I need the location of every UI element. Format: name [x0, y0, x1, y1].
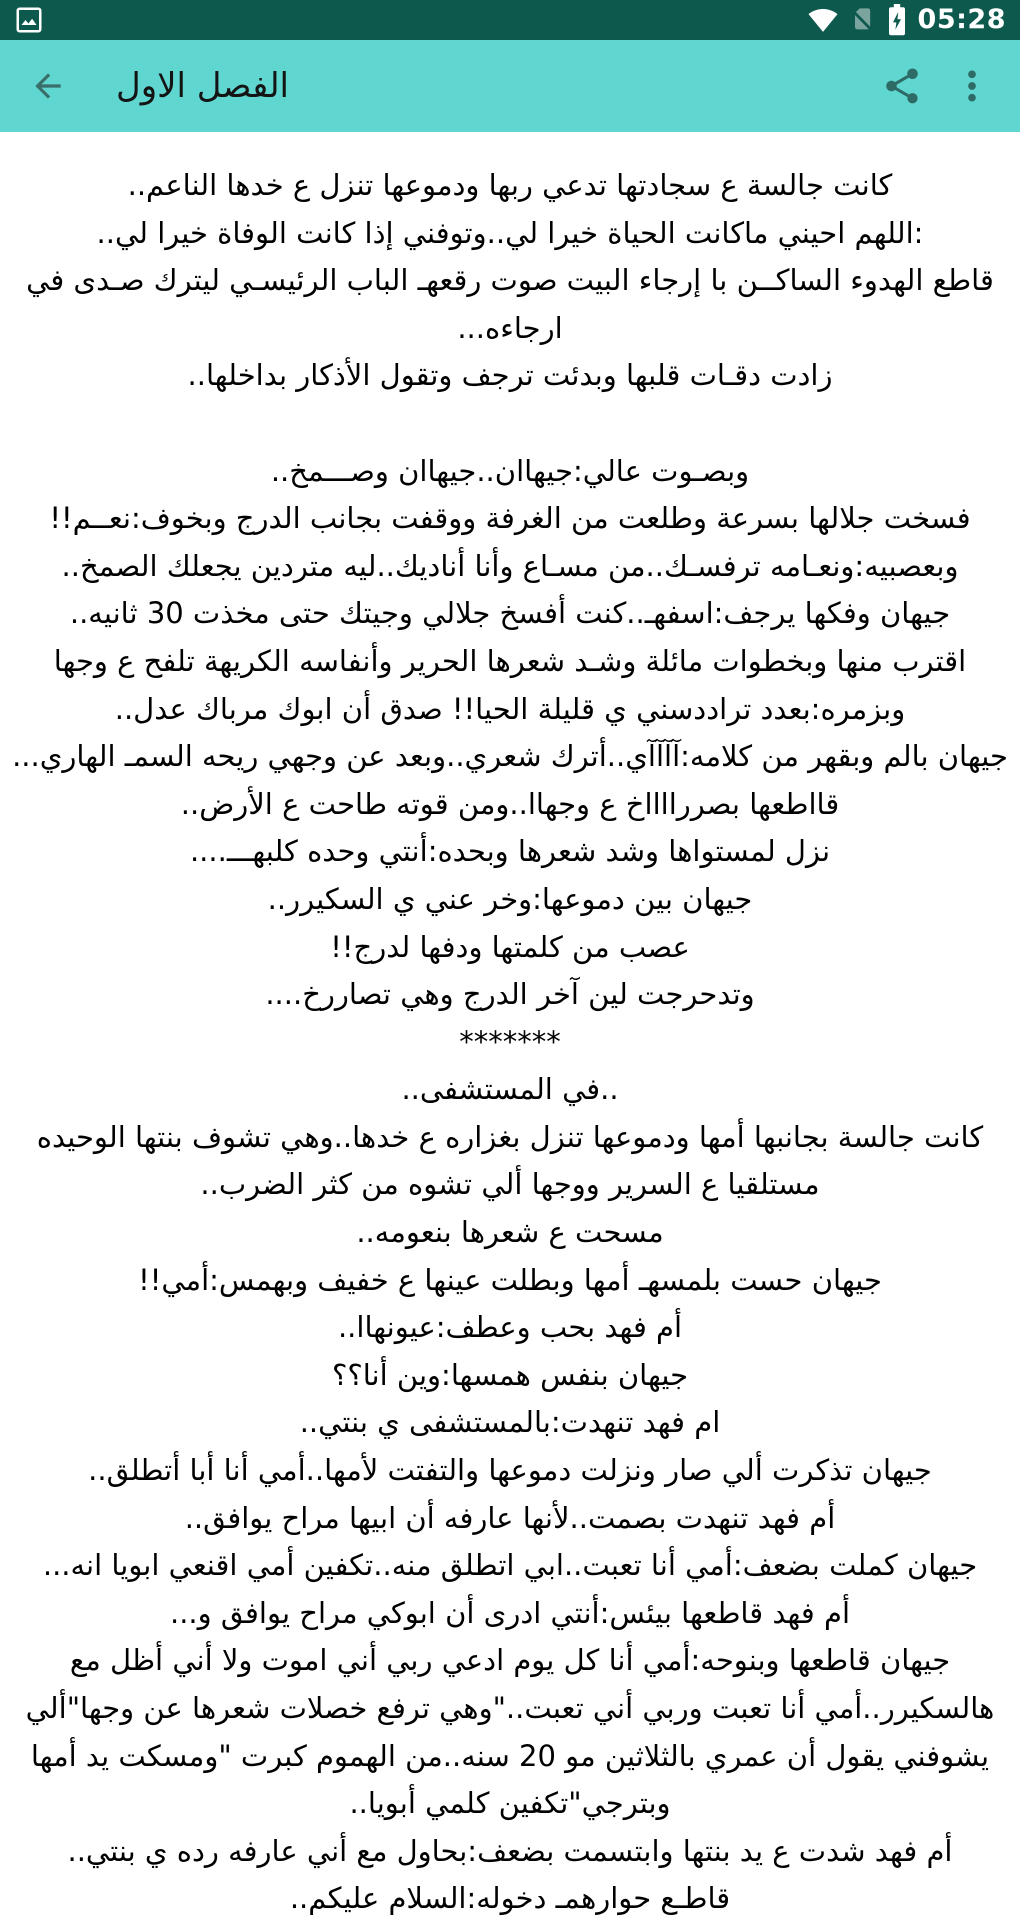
story-paragraph: أم فهد قاطعها بيئس:أنتي ادرى أن ابوكي مراح يوافق و...	[169, 1595, 850, 1630]
story-paragraph: كانت جالسة ع سجادتها تدعي ربها ودموعها تنزل ع خدها الناعم..	[127, 168, 893, 202]
screenshot-notification-icon	[14, 5, 44, 35]
scene-divider: *******	[459, 1024, 561, 1059]
story-paragraph: وبعصبيه:ونعـامه ترفسـك..من مسـاع وأنا أناديك..ليه متردين يجعلك الصمخ..	[61, 548, 959, 583]
story-paragraph: ام فهد تنهدت:بالمستشفى ي بنتي..	[299, 1405, 721, 1440]
story-paragraph: قاطع الهدوء الساكــن با إرجاء البيت صوت رقعهـ الباب الرئيسـي ليترك صـدى في ارجاءه...	[26, 263, 994, 345]
story-paragraph: عصب من كلمتها ودفها لدرج!!	[330, 929, 690, 964]
story-paragraph: كانت جالسة بجانبها أمها ودموعها تنزل بغزاره ع خدها..وهي تشوف بنتها الوحيده مستلقيا ع السرير ووجها ألي تشوه من كثر الضرب..	[36, 1119, 984, 1202]
story-paragraph: اقترب منها وبخطوات مائلة وشـد شعرها الحرير وأنفاسه الكريهة تلفح ع وجها وبزمره:بعدد تراددسني ي قليلة الحيا!! صدق أن ابوك مرباك عدل..	[53, 643, 967, 726]
story-paragraph: نزل لمستواها وشد شعرها وبحده:أنتي وحده كلبهـــ....	[189, 834, 831, 869]
story-paragraph: قااطعها بصررااااخ ع وجهاا..ومن قوته طاحت ع الأرض..	[180, 786, 840, 821]
story-paragraph: ..في المستشفى..	[401, 1072, 619, 1107]
story-paragraph: :اللهم احيني ماكانت الحياة خيرا لي..وتوفني إذا كانت الوفاة خيرا لي..	[96, 215, 924, 250]
share-icon	[881, 65, 923, 107]
status-bar	[0, 0, 1020, 40]
story-paragraph: وبصـوت عالي:جيهاان..جيهاان وصـــمخ..	[270, 453, 750, 488]
story-paragraph: جيهان وفكها يرجف:اسفهـ..كنت أفسخ جلالي وجيتك حتى مخذت 30 ثانيه..	[69, 596, 951, 631]
story-paragraph: أم فهد بحب وعطف:عيونهاا..	[337, 1310, 683, 1345]
story-paragraph: وتدحرجت لين آخر الدرج وهي تصاررخ....	[265, 977, 755, 1012]
story-paragraph: أم فهد تنهدت بصمت..لأنها عارفه أن ابيها مراح يوافق..	[184, 1500, 836, 1535]
story-paragraph: جيهان قاطعها وبنوحه:أمي أنا كل يوم ادعي ربي أني اموت ولا أني أظل مع هالسكيرر..أمي أنا تعبت وربي أني تعبت.."وهي ترفع خصلات شعرها عن وجها"ألي يشوفني يقول أن عمري بالثلاثين مو 20 سنه..من الهموم كبرت "ومسكت يد أمها وبترجي"تكفين كلمي أبويا..	[25, 1643, 995, 1821]
story-paragraph: مسحت ع شعرها بنعومه..	[356, 1215, 664, 1250]
overflow-menu-icon	[952, 66, 992, 106]
story-paragraph: جيهان بنفس همسها:وين أنا؟؟	[331, 1357, 689, 1392]
share-button[interactable]	[876, 60, 928, 112]
story-paragraph: جيهان كملت بضعف:أمي أنا تعبت..ابي اتطلق منه..تكفين أمي اقنعي ابويا انه...	[42, 1548, 978, 1583]
app-bar	[0, 40, 1020, 132]
chapter-text-scroll-area[interactable]	[0, 132, 1020, 1923]
story-paragraph: زادت دقـات قلبها وبدئت ترجف وتقول الأذكار بداخلها..	[187, 358, 833, 393]
story-paragraph: جيهان تذكرت ألي صار ونزلت دموعها والتفتت لأمها..أمي أنا أبا أتطلق..	[88, 1453, 932, 1488]
back-button[interactable]	[26, 64, 70, 108]
story-paragraph: فسخت جلالها بسرعة وطلعت من الغرفة ووقفت بجانب الدرج وبخوف:نعــم!!	[49, 501, 971, 536]
story-paragraph-blank	[10, 400, 1010, 448]
overflow-menu-button[interactable]	[946, 60, 998, 112]
wifi-icon	[808, 5, 838, 35]
story-paragraph: جيهان بالم وبقهر من كلامه:آآآآي..أترك شعري..وبعد عن وجهي ريحه السمـ الهاري...	[12, 739, 1008, 774]
story-paragraph: أم فهد شدت ع يد بنتها وابتسمت بضعف:بحاول مع أني عارفه رده ي بنتي..	[67, 1833, 953, 1868]
clock: 05:28	[917, 4, 1006, 35]
story-paragraph: جيهان حست بلمسهـ أمها وبطلت عينها ع خفيف وبهمس:أمي!!	[138, 1262, 882, 1297]
story-paragraph: قاطـع حوارهمـ دخوله:السلام عليكم..	[289, 1881, 731, 1916]
back-arrow-icon	[29, 67, 67, 105]
no-sim-icon	[848, 6, 876, 34]
page-title: الفصل الاول	[116, 66, 290, 106]
story-paragraph: جيهان بين دموعها:وخر عني ي السكيرر..	[267, 881, 753, 916]
battery-charging-icon	[886, 4, 908, 36]
